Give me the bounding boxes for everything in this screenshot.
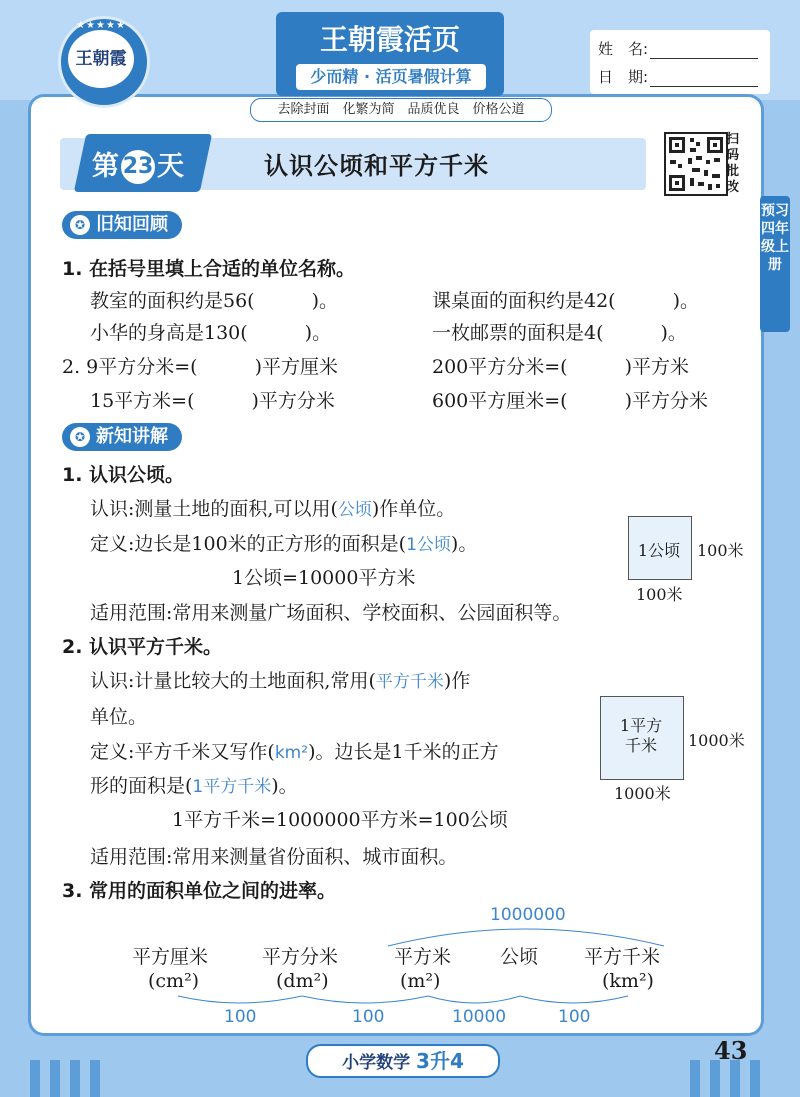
brand-slogan: 去除封面 化繁为简 品质优良 价格公道	[250, 98, 552, 122]
side-tab-preview: 预习四年级上册	[760, 196, 790, 332]
hectare-side-label: 100米	[697, 541, 744, 560]
answer-text: 平方千米	[375, 672, 444, 692]
footer-stripe	[30, 1060, 40, 1097]
logo-text: 王朝霞	[75, 49, 127, 69]
text: )作单位。	[371, 498, 456, 520]
review-q2-b: 200平方分米=( )平方米	[432, 356, 690, 378]
brand-subtitle: 少而精 · 活页暑假计算	[296, 64, 486, 90]
hectare-square-label: 1公顷	[637, 541, 681, 560]
answer-text: 1平方千米	[192, 777, 272, 797]
text: 形的面积是(	[90, 775, 193, 797]
new-p3-head: 3. 常用的面积单位之间的进率。	[62, 880, 337, 902]
sqkm-label-line1: 1平方	[619, 716, 663, 735]
text: )作	[443, 670, 471, 692]
rate-top-label: 1000000	[490, 905, 566, 925]
unit-km2-name: 平方千米	[584, 946, 661, 968]
sqkm-side-label: 1000米	[688, 731, 745, 750]
footer-stripe	[750, 1060, 760, 1097]
section-label-review: 旧知回顾	[96, 214, 168, 235]
hectare-bottom-label: 100米	[636, 585, 683, 604]
footer-subject: 小学数学	[342, 1053, 411, 1073]
answer-text: 1公顷	[406, 535, 451, 555]
brand-title: 王朝霞活页	[319, 23, 460, 56]
sqkm-bottom-label: 1000米	[614, 784, 671, 803]
text: 定义:平方千米又写作(	[90, 741, 275, 763]
footer-stripe	[90, 1060, 100, 1097]
unit-km2-symbol: (km²)	[602, 970, 654, 992]
review-q2-a: 2. 9平方分米=( )平方厘米	[62, 356, 339, 378]
review-q1-b: 课桌面的面积约是42( )。	[432, 290, 700, 312]
unit-m2-symbol: (m²)	[400, 970, 441, 992]
logo-stars-icon: ★★★★★	[76, 20, 126, 31]
review-q1-c: 小华的身高是130( )。	[90, 322, 332, 344]
new-p2-scope: 适用范围:常用来测量省份面积、城市面积。	[90, 846, 458, 868]
rate-label-4: 100	[558, 1007, 591, 1027]
new-p2-know-line2: 单位。	[90, 706, 148, 728]
name-label: 姓 名:	[598, 40, 649, 58]
day-prefix: 第	[92, 151, 119, 182]
unit-dm2-name: 平方分米	[262, 946, 339, 968]
footer-grade: 3升4	[416, 1049, 464, 1073]
new-p1-head: 1. 认识公顷。	[62, 464, 185, 486]
footer-label	[306, 1044, 500, 1078]
day-number: 23	[121, 150, 155, 184]
footer-stripe	[730, 1060, 740, 1097]
day-suffix: 天	[157, 151, 184, 182]
page-number: 43	[714, 1036, 748, 1065]
date-label: 日 期:	[598, 68, 649, 86]
lesson-title: 认识公顷和平方千米	[264, 152, 489, 180]
text: 认识:测量土地的面积,可以用(	[90, 498, 338, 520]
new-p2-eq: 1平方千米=1000000平方米=100公顷	[172, 809, 508, 831]
unit-dm2-symbol: (dm²)	[276, 970, 329, 992]
answer-text: 公顷	[337, 500, 372, 520]
review-q2-c: 15平方米=( )平方分米	[90, 390, 335, 412]
text: )。	[450, 533, 478, 555]
footer-stripe	[710, 1060, 720, 1097]
footer-stripe	[50, 1060, 60, 1097]
new-p1-scope: 适用范围:常用来测量广场面积、学校面积、公园面积等。	[90, 602, 572, 624]
unit-cm2-symbol: (cm²)	[148, 970, 200, 992]
text: 认识:计量比较大的土地面积,常用(	[90, 670, 376, 692]
text: )。边长是1千米的正方	[308, 741, 499, 763]
new-p2-head: 2. 认识平方千米。	[62, 636, 223, 658]
footer-stripe	[70, 1060, 80, 1097]
new-p1-eq: 1公顷=10000平方米	[232, 567, 416, 589]
rate-label-2: 100	[352, 1007, 385, 1027]
unit-cm2-name: 平方厘米	[132, 946, 209, 968]
unit-m2-name: 平方米	[394, 946, 452, 968]
text: )。	[271, 775, 298, 797]
text: 定义:边长是100米的正方形的面积是(	[90, 533, 407, 555]
sqkm-label-line2: 千米	[624, 736, 657, 755]
review-q1-d: 一枚邮票的面积是4( )。	[432, 322, 687, 344]
review-q1-a: 教室的面积约是56( )。	[90, 290, 339, 312]
footer-stripe	[690, 1060, 700, 1097]
qr-scan-label: 扫码批改	[726, 132, 740, 195]
review-q1-head: 1. 在括号里填上合适的单位名称。	[62, 258, 356, 280]
rate-label-3: 10000	[452, 1007, 507, 1027]
rate-label-1: 100	[224, 1007, 257, 1027]
answer-text: km²	[274, 743, 309, 763]
medal-icon: ✪	[70, 427, 90, 447]
unit-hectare-name: 公顷	[500, 946, 539, 968]
medal-icon: ✪	[70, 215, 90, 235]
review-q2-d: 600平方厘米=( )平方分米	[432, 390, 709, 412]
section-label-new: 新知讲解	[96, 426, 168, 447]
